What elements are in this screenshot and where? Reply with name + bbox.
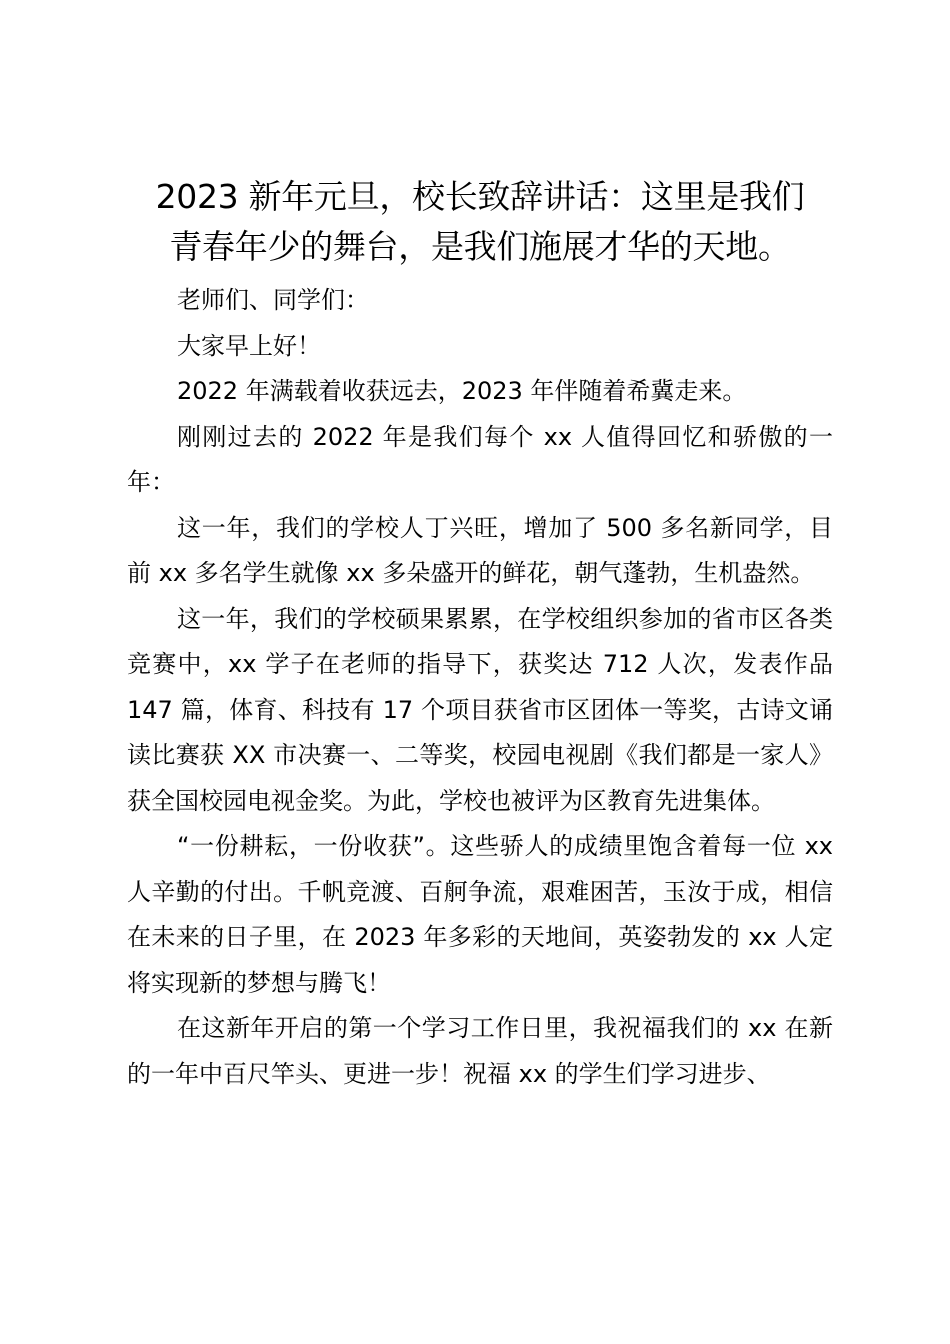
salutation-paragraph: 大家早上好！ [177, 331, 321, 360]
blessing-paragraph: 在这新年开启的第一个学习工作日里，我祝福我们的 xx 在新的一年中百尺竿头、更进一步！祝福 xx 的学生们学习进步、 [127, 1014, 833, 1088]
greeting-paragraph: 老师们、同学们： [177, 286, 369, 314]
review-paragraph: 刚刚过去的 2022 年是我们每个 xx 人值得回忆和骄傲的一年： [127, 422, 833, 496]
intro-paragraph: 2022 年满载着收获远去，2023 年伴随着希冀走来。 [177, 377, 747, 405]
title-line-1: 2023 新年元旦，校长致辞讲话：这里是我们 [155, 177, 805, 216]
growth-paragraph: 这一年，我们的学校人丁兴旺，增加了 500 多名新同学，目前 xx 多名学生就像 xx 多朵盛开的鲜花，朝气蓬勃，生机盎然。 [127, 513, 833, 587]
title-line-2: 青春年少的舞台，是我们施展才华的天地。 [169, 227, 791, 266]
document-body [127, 278, 833, 1097]
effort-paragraph: “一份耕耘，一份收获”。这些骄人的成绩里饱含着每一位 xx 人辛勤的付出。千帆竞渡、百舸争流，艰难困苦，玉汝于成，相信在未来的日子里，在 2023 年多彩的天地间，英姿勃发的 xx 人定将实现新的梦想与腾飞！ [127, 832, 833, 997]
document-title [110, 172, 850, 272]
achievements-paragraph: 这一年，我们的学校硕果累累，在学校组织参加的省市区各类竞赛中，xx 学子在老师的指导下，获奖达 712 人次，发表作品 147 篇，体育、科技有 17 个项目获省市区团体一等奖，古诗文诵读比赛获 XX 市决赛一、二等奖，校园电视剧《我们都是一家人》获全国校园电视金奖。为此，学校也被评为区教育先进集体。 [127, 604, 833, 815]
